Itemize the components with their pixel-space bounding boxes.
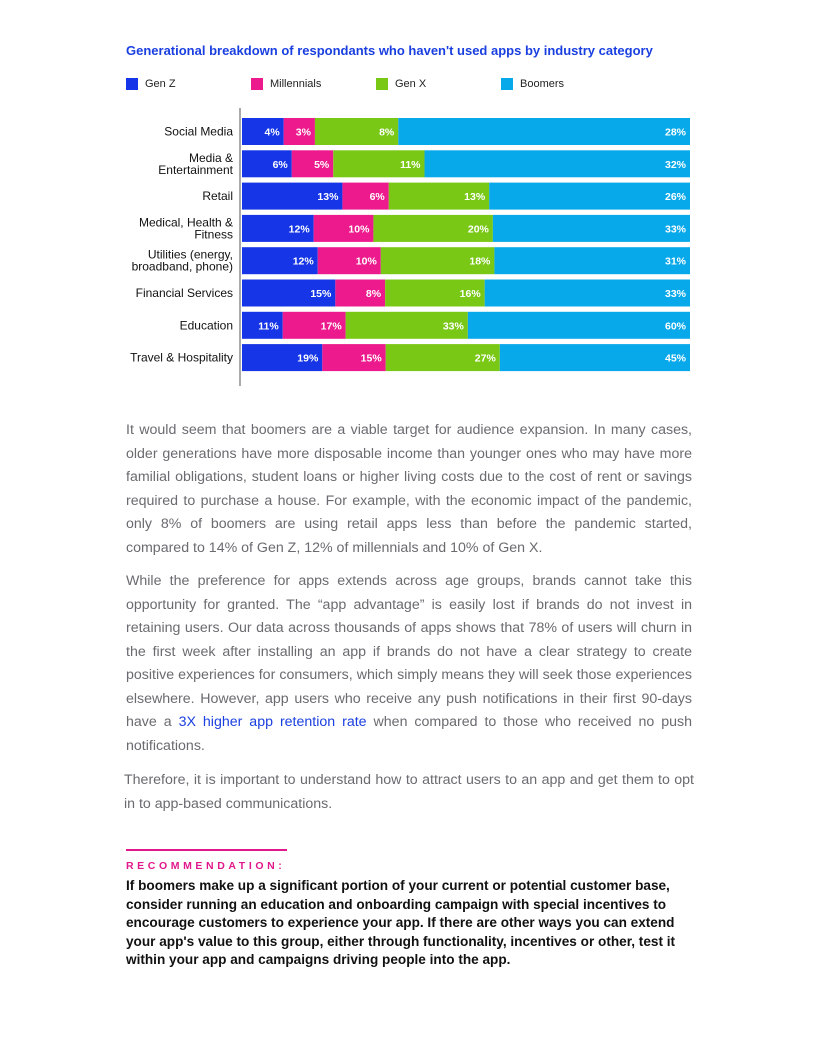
retention-rate-link[interactable]: 3X higher app retention rate	[178, 714, 367, 730]
body-paragraph-2	[126, 570, 692, 758]
data-label: 19%	[297, 352, 319, 365]
bar-segment	[494, 247, 690, 274]
data-label: 12%	[288, 223, 310, 236]
data-label: 6%	[369, 191, 385, 204]
data-label: 33%	[664, 288, 686, 300]
data-label: 15%	[360, 352, 382, 365]
legend-label: Gen X	[395, 78, 427, 90]
data-label: 6%	[272, 158, 288, 171]
data-label: 13%	[317, 191, 339, 204]
data-label: 8%	[379, 126, 395, 139]
category-label: Social Media	[164, 124, 233, 139]
data-label: 45%	[664, 352, 686, 365]
data-label: 33%	[442, 320, 464, 333]
chart-title: Generational breakdown of respondants who haven't used apps by industry category	[126, 43, 653, 58]
data-label: 3%	[295, 126, 311, 139]
data-label: 8%	[365, 288, 382, 300]
recommendation-label: RECOMMENDATION:	[126, 860, 286, 872]
category-label: Retail	[202, 189, 233, 204]
body-paragraph-2-text-end: when compared to those who received no push notifications.	[126, 714, 693, 754]
category-label: Entertainment	[158, 162, 233, 177]
category-label: Utilities (energy,	[147, 247, 233, 262]
data-label: 18%	[469, 255, 491, 268]
recommendation-divider	[126, 849, 287, 851]
data-label: 11%	[258, 320, 279, 333]
bar-segment	[489, 183, 690, 210]
category-label: Media &	[188, 150, 233, 165]
category-label: Education	[179, 318, 233, 333]
body-paragraph-3: Therefore, it is important to understand how to attract users to an app and get them to opt in to app-based communications.	[124, 772, 694, 812]
bar-segment	[485, 280, 690, 307]
data-label: 60%	[664, 320, 686, 333]
category-label: broadband, phone)	[131, 259, 233, 274]
data-label: 10%	[348, 223, 370, 236]
recommendation-text: If boomers make up a significant portion of your current or potential customer base, consider running an education and onboarding campaign with special incentives to encourage customers to experience your app. If there are other ways you can extend your app's value to this group, either through functionality, incentives or other, test it within your app and campaigns driving people into the app.	[126, 878, 676, 967]
stacked-bar-chart	[0, 0, 816, 400]
category-label: Financial Services	[135, 286, 233, 300]
data-label: 31%	[664, 255, 686, 268]
data-label: 11%	[400, 158, 421, 171]
legend-label: Millennials	[270, 78, 322, 90]
data-label: 27%	[474, 352, 496, 365]
body-paragraph-1: It would seem that boomers are a viable target for audience expansion. In many cases, older generations have more disposable income than younger ones who may have more familial obligations, student loans or higher living costs due to the cost of rent or savings required to purchase a house. For example, with the economic impact of the pandemic, only 8% of boomers are using retail apps less than before the pandemic started, compared to 14% of Gen Z, 12% of millennials and 10% of Gen X.	[126, 422, 692, 556]
data-label: 32%	[664, 158, 686, 171]
data-label: 28%	[664, 126, 686, 139]
data-label: 20%	[467, 223, 489, 236]
body-paragraph-2-text: While the preference for apps extends across age groups, brands cannot take this opportunity for granted. The “app advantage” is easily lost if brands do not invest in retaining users. Our data across thousands of apps shows that 78% of users will churn in the first week after installing an app if brands do not have a clear strategy to create positive experiences for consumers, which simply means they will seek those experiences elsewhere. However, app users who receive any push notifications in their first 90-days have a	[126, 573, 692, 730]
bar-segment	[398, 118, 690, 145]
data-label: 13%	[464, 191, 486, 204]
bar-segment	[493, 215, 690, 242]
bar-segment	[425, 150, 690, 177]
data-label: 10%	[355, 255, 377, 268]
data-label: 16%	[459, 288, 481, 300]
bar-segment	[468, 312, 690, 339]
legend-label: Gen Z	[145, 78, 176, 90]
category-label: Fitness	[194, 227, 233, 242]
data-label: 5%	[314, 158, 330, 171]
data-label: 17%	[320, 320, 342, 333]
data-label: 12%	[292, 255, 314, 268]
legend-label: Boomers	[520, 78, 565, 90]
bar-segment	[500, 344, 690, 371]
data-label: 4%	[264, 126, 280, 139]
data-label: 26%	[664, 191, 686, 204]
data-label: 15%	[310, 288, 332, 300]
category-label: Medical, Health &	[138, 215, 233, 230]
data-label: 33%	[664, 223, 686, 236]
category-label: Travel & Hospitality	[130, 350, 233, 365]
